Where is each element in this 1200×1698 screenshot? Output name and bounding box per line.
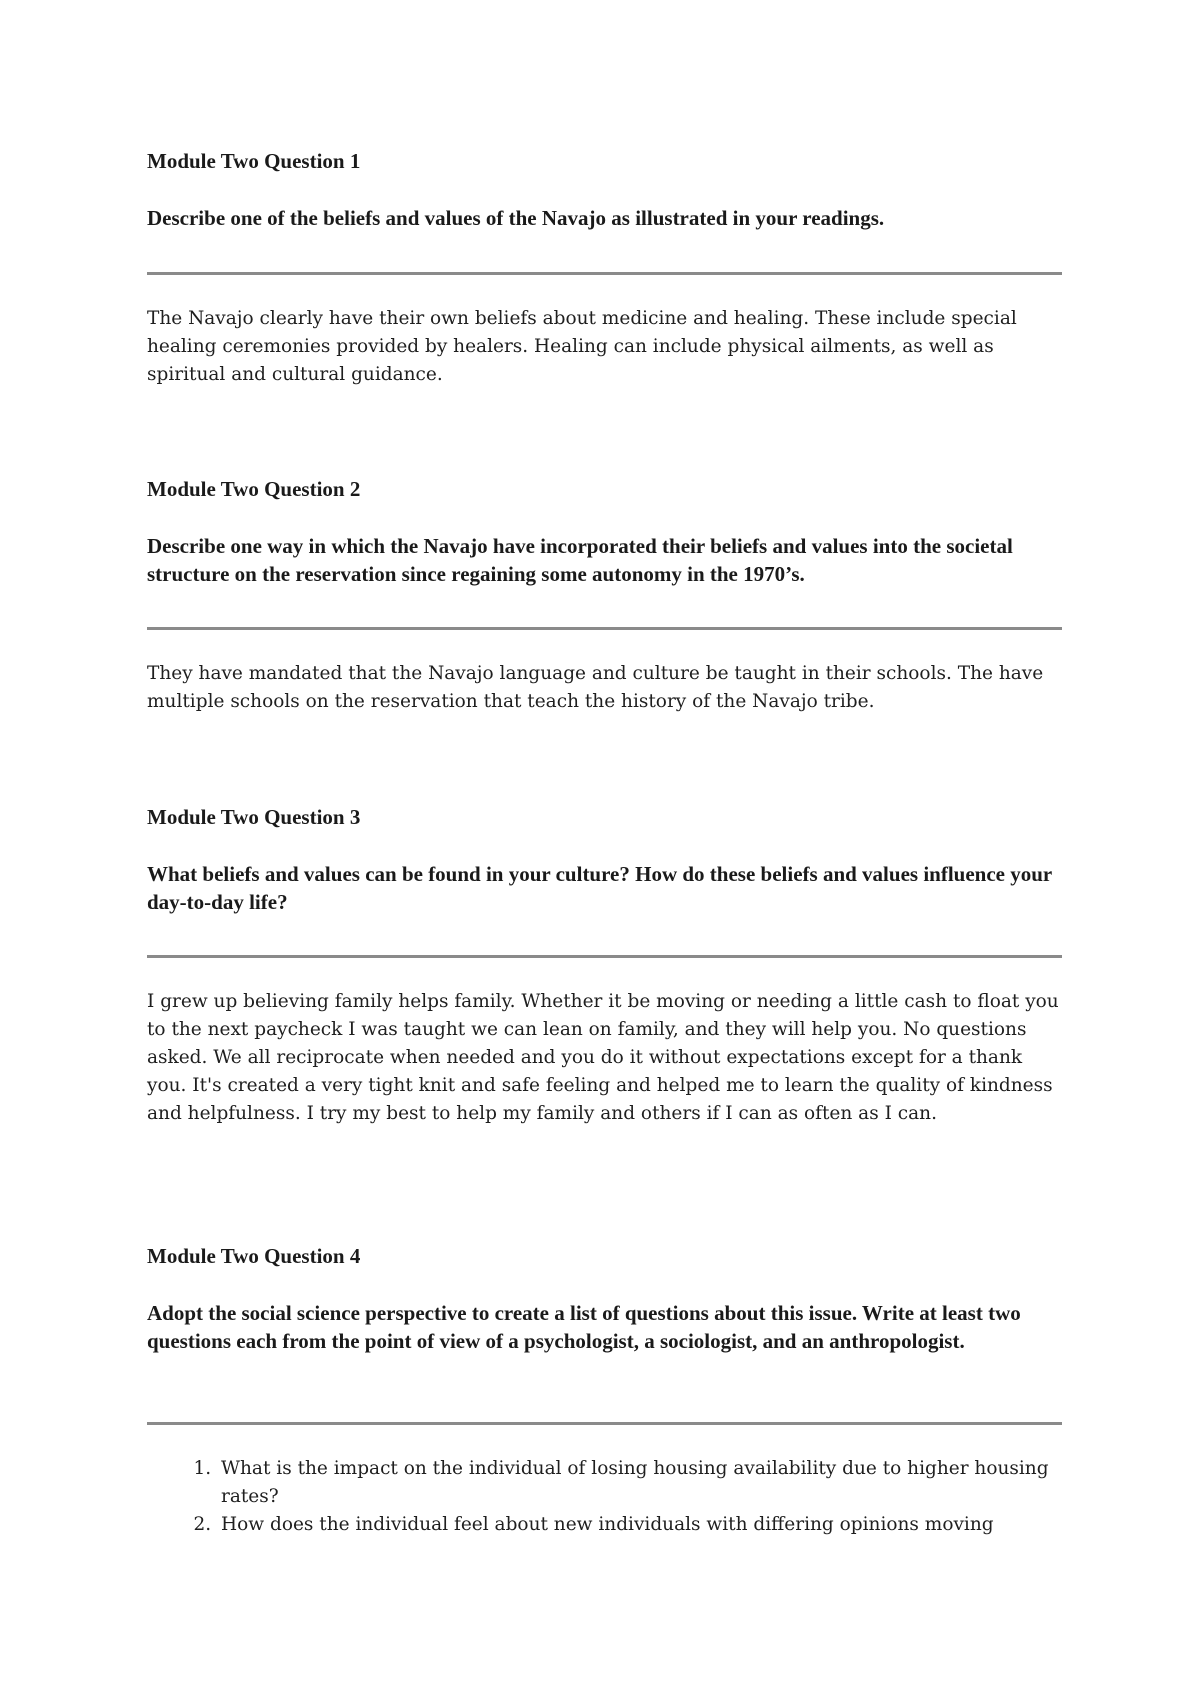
question-text: Adopt the social science perspective to create a list of questions about this issue. Write at least two questions each from the point of view of a psychologist, a sociologist, and an anthropologist. bbox=[147, 1301, 1021, 1353]
question-section-3 bbox=[147, 803, 1062, 1124]
question-text: Describe one way in which the Navajo have incorporated their beliefs and values into the societal structure on the reservation since regaining some autonomy in the 1970’s. bbox=[147, 534, 1013, 586]
answer-text: I grew up believing family helps family. Whether it be moving or needing a little cash to float you to the next paycheck I was taught we can lean on family, and they will help you. No questions asked. We all reciprocate when needed and you do it without expectations except for a thank you. It's created a very tight knit and safe feeling and helped me to learn the quality of kindness and helpfulness. I try my best to help my family and others if I can as often as I can. bbox=[147, 991, 1059, 1124]
section-title: Module Two Question 1 bbox=[147, 149, 361, 173]
answer-divider bbox=[147, 627, 1062, 630]
section-title: Module Two Question 4 bbox=[147, 1244, 361, 1268]
answer-divider bbox=[147, 272, 1062, 275]
question-section-2 bbox=[147, 475, 1062, 712]
answer-divider bbox=[147, 955, 1062, 958]
answer-text: The Navajo clearly have their own beliefs about medicine and healing. These include special healing ceremonies provided by healers. Healing can include physical ailments, as well as spiritual and cultural guidance. bbox=[147, 308, 1017, 385]
section-title: Module Two Question 2 bbox=[147, 477, 361, 501]
question-text: What beliefs and values can be found in your culture? How do these beliefs and values influence your day-to-day life? bbox=[147, 862, 1052, 914]
answer-list bbox=[147, 1455, 1062, 1539]
answer-text: They have mandated that the Navajo language and culture be taught in their schools. The have multiple schools on the reservation that teach the history of the Navajo tribe. bbox=[147, 663, 1044, 712]
list-item: 2. How does the individual feel about new individuals with differing opinions moving bbox=[217, 1511, 1062, 1539]
question-section-4 bbox=[147, 1242, 1062, 1535]
section-title: Module Two Question 3 bbox=[147, 805, 361, 829]
list-item: 1. What is the impact on the individual of losing housing availability due to higher housing rates? bbox=[217, 1455, 1062, 1511]
answer-divider bbox=[147, 1422, 1062, 1425]
question-section-1 bbox=[147, 147, 1062, 385]
question-text: Describe one of the beliefs and values of the Navajo as illustrated in your readings. bbox=[147, 206, 885, 230]
